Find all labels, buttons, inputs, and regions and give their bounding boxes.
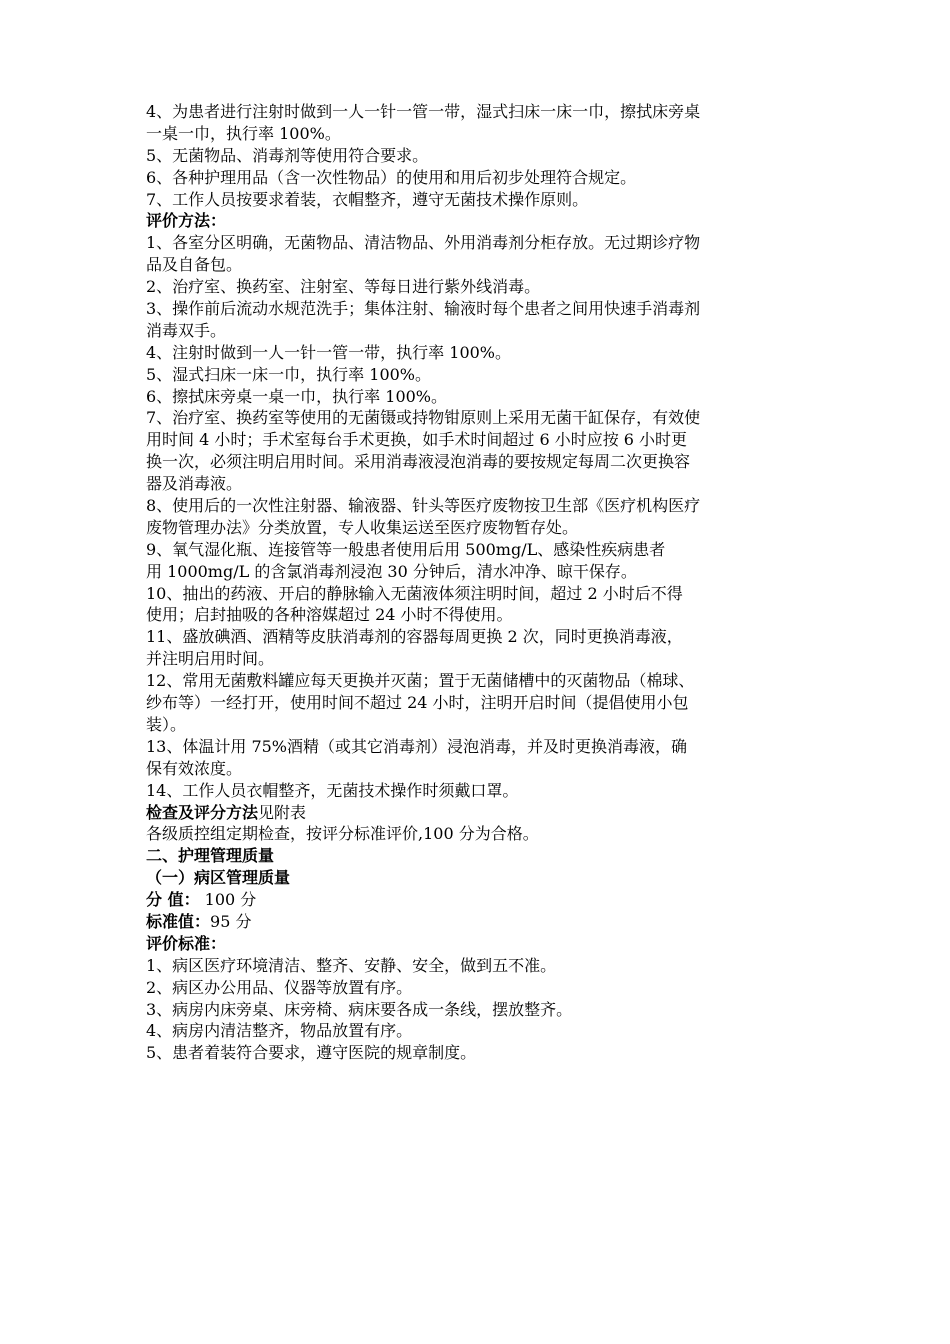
method-line: 11、盛放碘酒、酒精等皮肤消毒剂的容器每周更换 2 次，同时更换消毒液， bbox=[146, 627, 683, 647]
method-line: 消毒双手。 bbox=[146, 320, 227, 340]
method-line: 废物管理办法》分类放置，专人收集运送至医疗废物暂存处。 bbox=[146, 517, 579, 537]
method-line: 4、注射时做到一人一针一管一带，执行率 100%。 bbox=[146, 342, 512, 362]
method-line: 12、常用无菌敷料罐应每天更换并灭菌；置于无菌储槽中的灭菌物品（棉球、 bbox=[146, 671, 695, 691]
evaluation-method-list bbox=[146, 232, 816, 801]
criteria-heading: 评价标准： bbox=[146, 933, 227, 953]
document-page bbox=[146, 101, 816, 1064]
text-line: 5、无菌物品、消毒剂等使用符合要求。 bbox=[146, 145, 429, 165]
method-line: 3、操作前后流动水规范洗手；集体注射、输液时每个患者之间用快速手消毒剂 bbox=[146, 299, 701, 319]
method-line: 13、体温计用 75%酒精（或其它消毒剂）浸泡消毒，并及时更换消毒液，确 bbox=[146, 736, 688, 756]
method-line: 10、抽出的药液、开启的静脉输入无菌液体须注明时间，超过 2 小时后不得 bbox=[146, 583, 683, 603]
method-line: 器及消毒液。 bbox=[146, 474, 243, 494]
method-line: 用 1000mg/L 的含氯消毒剂浸泡 30 分钟后，清水冲净、晾干保存。 bbox=[146, 561, 637, 581]
top-items bbox=[146, 101, 816, 210]
text-line: 4、为患者进行注射时做到一人一针一管一带，湿式扫床一床一巾，擦拭床旁桌 bbox=[146, 102, 701, 121]
method-line: 1、各室分区明确，无菌物品、清洁物品、外用消毒剂分柜存放。无过期诊疗物 bbox=[146, 233, 701, 253]
method-line: 换一次，必须注明启用时间。采用消毒液浸泡消毒的要按规定每周二次更换容 bbox=[146, 452, 691, 472]
method-line: 装）。 bbox=[146, 714, 187, 734]
check-method-ref: 见附表 bbox=[258, 802, 307, 822]
method-line: 14、工作人员衣帽整齐，无菌技术操作时须戴口罩。 bbox=[146, 780, 519, 800]
score-value: 100 分 bbox=[199, 890, 257, 910]
standard-label: 标准值： bbox=[146, 911, 211, 931]
method-line: 9、氧气湿化瓶、连接管等一般患者使用后用 500mg/L、感染性疾病患者 bbox=[146, 539, 666, 559]
method-line: 保有效浓度。 bbox=[146, 758, 243, 778]
method-line: 纱布等）一经打开，使用时间不超过 24 小时，注明开启时间（提倡使用小包 bbox=[146, 693, 689, 713]
evaluation-method-heading: 评价方法： bbox=[146, 211, 227, 231]
text-line: 7、工作人员按要求着装，衣帽整齐，遵守无菌技术操作原则。 bbox=[146, 189, 589, 209]
check-method-label: 检查及评分方法 bbox=[146, 802, 259, 822]
text-line: 一桌一巾，执行率 100%。 bbox=[146, 123, 341, 143]
method-line: 8、使用后的一次性注射器、输液器、针头等医疗废物按卫生部《医疗机构医疗 bbox=[146, 496, 701, 516]
section-title: 二、护理管理质量 bbox=[146, 846, 275, 866]
method-line: 并注明启用时间。 bbox=[146, 649, 275, 669]
score-label: 分 值： bbox=[146, 890, 200, 910]
standard-line bbox=[146, 911, 816, 933]
method-line: 7、治疗室、换药室等使用的无菌镊或持物钳原则上采用无菌干缸保存，有效使 bbox=[146, 408, 701, 428]
method-line: 2、治疗室、换药室、注射室、等每日进行紫外线消毒。 bbox=[146, 277, 541, 297]
criteria-list bbox=[146, 955, 816, 1064]
criteria-line: 5、患者着装符合要求，遵守医院的规章制度。 bbox=[146, 1043, 477, 1063]
method-line: 用时间 4 小时；手术室每台手术更换，如手术时间超过 6 小时应按 6 小时更 bbox=[146, 430, 688, 450]
check-description: 各级质控组定期检查，按评分标准评价,100 分为合格。 bbox=[146, 824, 539, 844]
method-line: 品及自备包。 bbox=[146, 255, 243, 275]
method-line: 使用；启封抽吸的各种溶媒超过 24 小时不得使用。 bbox=[146, 605, 513, 625]
criteria-line: 3、病房内床旁桌、床旁椅、病床要各成一条线，摆放整齐。 bbox=[146, 999, 573, 1019]
criteria-line: 1、病区医疗环境清洁、整齐、安静、安全，做到五不准。 bbox=[146, 955, 557, 975]
standard-value: 95 分 bbox=[210, 911, 252, 931]
text-line: 6、各种护理用品（含一次性物品）的使用和用后初步处理符合规定。 bbox=[146, 167, 637, 187]
criteria-line: 2、病区办公用品、仪器等放置有序。 bbox=[146, 977, 413, 997]
check-method-line bbox=[146, 802, 816, 824]
score-line bbox=[146, 889, 816, 911]
method-line: 6、擦拭床旁桌一桌一巾，执行率 100%。 bbox=[146, 386, 448, 406]
subsection-title: （一）病区管理质量 bbox=[146, 868, 291, 888]
method-line: 5、湿式扫床一床一巾，执行率 100%。 bbox=[146, 364, 432, 384]
criteria-line: 4、病房内清洁整齐，物品放置有序。 bbox=[146, 1021, 413, 1041]
